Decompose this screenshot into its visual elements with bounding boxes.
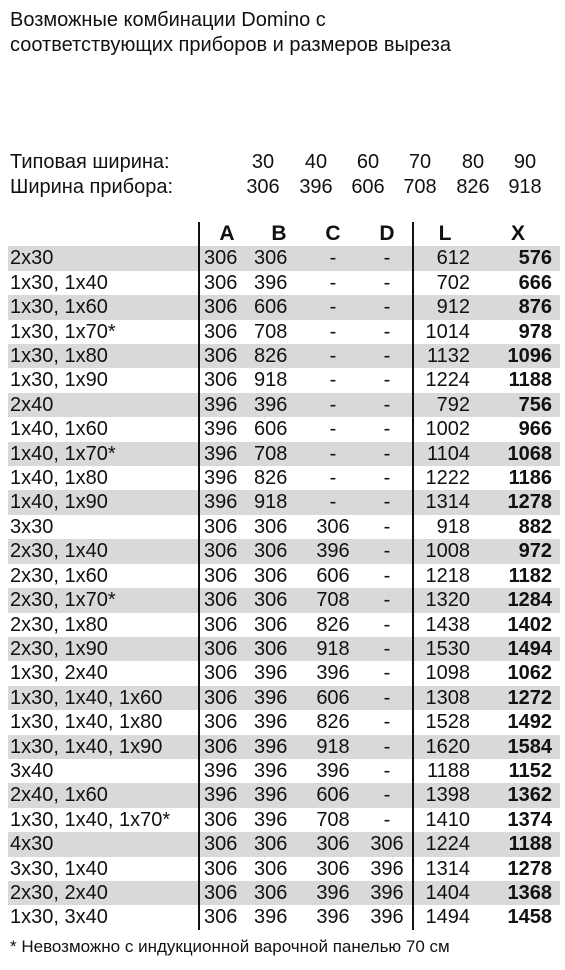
cell-l: 1314 bbox=[413, 857, 476, 881]
cell-b: 306 bbox=[254, 515, 288, 538]
cell-c: 826 bbox=[316, 613, 350, 636]
cell-c: 396 bbox=[304, 881, 362, 905]
cell-combination: 2x30, 1x90 bbox=[8, 637, 199, 661]
cell-x: 966 bbox=[518, 418, 552, 441]
cell-c: - bbox=[304, 490, 362, 514]
cell-combination: 1x30, 3x40 bbox=[10, 906, 108, 929]
cell-x: 666 bbox=[518, 271, 552, 294]
cell-x: 1284 bbox=[476, 588, 560, 612]
cell-l: 1438 bbox=[413, 613, 476, 637]
cell-l: 1008 bbox=[413, 539, 476, 563]
cell-l: 702 bbox=[413, 271, 476, 295]
cell-combination: 1x40, 1x70* bbox=[8, 442, 199, 466]
cell-a: 306 bbox=[199, 881, 254, 905]
cell-d: - bbox=[362, 393, 413, 417]
table-row bbox=[8, 613, 560, 637]
cell-d: - bbox=[383, 711, 391, 734]
cell-l: 1494 bbox=[413, 905, 476, 929]
cell-b: 396 bbox=[254, 783, 304, 807]
cell-d: - bbox=[383, 564, 391, 587]
cell-d: - bbox=[362, 442, 413, 466]
cell-l: 1620 bbox=[413, 735, 476, 759]
cell-c: 708 bbox=[316, 808, 350, 831]
cell-d: - bbox=[362, 344, 413, 368]
cell-b: 396 bbox=[254, 686, 304, 710]
cell-c: 918 bbox=[304, 637, 362, 661]
cell-a: 396 bbox=[199, 466, 254, 490]
cell-l: 1314 bbox=[413, 490, 476, 514]
cell-l: 918 bbox=[413, 515, 476, 539]
cell-combination: 1x30, 2x40 bbox=[10, 662, 108, 685]
cell-l: 612 bbox=[413, 246, 476, 270]
cell-l: 1404 bbox=[413, 881, 476, 905]
typical-width-value: 60 bbox=[356, 151, 380, 173]
cell-combination: 3x30 bbox=[10, 515, 54, 538]
cell-c: - bbox=[329, 369, 337, 392]
cell-d: - bbox=[362, 588, 413, 612]
cell-a: 396 bbox=[199, 442, 254, 466]
cell-c: 396 bbox=[316, 906, 350, 929]
cell-a: 306 bbox=[199, 295, 254, 319]
table-row bbox=[8, 393, 560, 417]
cell-a: 306 bbox=[199, 344, 254, 368]
cell-l: 1218 bbox=[413, 564, 476, 588]
cell-a: 306 bbox=[199, 710, 254, 734]
cell-combination: 1x30, 1x60 bbox=[8, 295, 199, 319]
cell-c: - bbox=[329, 320, 337, 343]
cell-l: 1188 bbox=[413, 759, 476, 783]
cell-x: 1278 bbox=[507, 857, 552, 880]
cell-a: 306 bbox=[199, 564, 254, 588]
cell-a: 306 bbox=[199, 686, 254, 710]
cell-d: - bbox=[362, 539, 413, 563]
title-line-1: Возможные комбинации Domino с bbox=[10, 9, 326, 31]
cell-d: - bbox=[362, 295, 413, 319]
table-row bbox=[8, 735, 560, 759]
cell-a: 396 bbox=[199, 417, 254, 441]
table-row bbox=[8, 881, 560, 905]
cell-combination: 2x30 bbox=[8, 246, 199, 270]
table-row bbox=[8, 832, 560, 856]
table-row bbox=[8, 905, 560, 929]
cell-c: - bbox=[329, 467, 337, 490]
cell-x: 1362 bbox=[476, 783, 560, 807]
table-row bbox=[8, 759, 560, 783]
cell-d: - bbox=[383, 369, 391, 392]
cell-x: 1186 bbox=[508, 467, 552, 490]
cell-x: 1584 bbox=[476, 735, 560, 759]
cell-x: 978 bbox=[518, 320, 552, 343]
cell-d: - bbox=[383, 662, 391, 685]
cell-a: 306 bbox=[199, 661, 254, 685]
cell-c: 306 bbox=[316, 515, 350, 538]
cell-d: - bbox=[383, 467, 391, 490]
cell-l: 1104 bbox=[413, 442, 476, 466]
cell-d: - bbox=[362, 735, 413, 759]
cell-l: 912 bbox=[413, 295, 476, 319]
cell-d: - bbox=[383, 515, 391, 538]
cell-l: 1222 bbox=[413, 466, 476, 490]
typical-width-row bbox=[10, 150, 555, 174]
cell-l: 1398 bbox=[413, 783, 476, 807]
cell-c: - bbox=[329, 271, 337, 294]
device-width-row bbox=[10, 175, 555, 199]
cell-c: - bbox=[304, 393, 362, 417]
cell-x: 1374 bbox=[507, 808, 552, 831]
cell-c: - bbox=[304, 344, 362, 368]
header-x: X bbox=[510, 222, 525, 245]
cell-b: 396 bbox=[254, 759, 288, 782]
cell-combination: 1x30, 1x90 bbox=[10, 369, 108, 392]
table-row bbox=[8, 564, 560, 588]
cell-l: 1528 bbox=[413, 710, 476, 734]
cell-combination: 1x30, 1x40, 1x80 bbox=[10, 711, 163, 734]
device-width-value: 826 bbox=[456, 176, 490, 198]
cell-c: - bbox=[304, 295, 362, 319]
table-row bbox=[8, 857, 560, 881]
cell-l: 1530 bbox=[413, 637, 476, 661]
cell-combination: 2x40 bbox=[8, 393, 199, 417]
cell-x: 1272 bbox=[476, 686, 560, 710]
cell-b: 306 bbox=[254, 246, 304, 270]
cell-a: 306 bbox=[199, 857, 254, 881]
cell-b: 396 bbox=[254, 906, 288, 929]
cell-l: 1410 bbox=[413, 808, 476, 832]
cell-b: 708 bbox=[254, 320, 288, 343]
cell-a: 396 bbox=[199, 759, 254, 783]
cell-b: 826 bbox=[254, 467, 288, 490]
cell-b: 606 bbox=[254, 295, 304, 319]
cell-d: - bbox=[362, 686, 413, 710]
cell-combination: 1x40, 1x90 bbox=[8, 490, 199, 514]
cell-d: - bbox=[383, 418, 391, 441]
cell-a: 396 bbox=[199, 393, 254, 417]
cell-d: 306 bbox=[362, 832, 413, 856]
cell-x: 1152 bbox=[508, 759, 552, 782]
cell-c: 708 bbox=[304, 588, 362, 612]
footnote: * Невозможно с индукционной варочной панелью 70 см bbox=[10, 937, 450, 956]
cell-d: - bbox=[362, 246, 413, 270]
header-a: A bbox=[199, 222, 254, 246]
cell-l: 792 bbox=[413, 393, 476, 417]
cell-combination: 1x30, 1x80 bbox=[8, 344, 199, 368]
cell-a: 306 bbox=[199, 735, 254, 759]
header-combination bbox=[8, 222, 199, 246]
device-width-value: 396 bbox=[299, 176, 333, 198]
cell-combination: 2x30, 1x40 bbox=[8, 539, 199, 563]
cell-d: - bbox=[362, 637, 413, 661]
table-row bbox=[8, 637, 560, 661]
cell-combination: 2x30, 1x70* bbox=[8, 588, 199, 612]
table-row bbox=[8, 368, 560, 392]
cell-x: 1068 bbox=[476, 442, 560, 466]
cell-b: 708 bbox=[254, 442, 304, 466]
table-row bbox=[8, 246, 560, 270]
cell-x: 1188 bbox=[476, 832, 560, 856]
table-row bbox=[8, 320, 560, 344]
cell-combination: 2x30, 1x60 bbox=[10, 564, 108, 587]
typical-width-label: Типовая ширина: bbox=[10, 151, 170, 173]
cell-b: 918 bbox=[254, 490, 304, 514]
cell-b: 306 bbox=[254, 588, 304, 612]
cell-combination: 3x40 bbox=[10, 759, 54, 782]
table-body bbox=[8, 246, 560, 929]
cell-b: 918 bbox=[254, 369, 288, 392]
cell-b: 396 bbox=[254, 735, 304, 759]
cell-d: - bbox=[362, 783, 413, 807]
cell-b: 396 bbox=[254, 271, 288, 294]
cell-l: 1098 bbox=[413, 661, 476, 685]
table-row bbox=[8, 344, 560, 368]
cell-c: 606 bbox=[316, 564, 350, 587]
cell-combination: 4x30 bbox=[8, 832, 199, 856]
device-width-value: 606 bbox=[351, 176, 385, 198]
header-d: D bbox=[379, 222, 395, 245]
cell-x: 1062 bbox=[507, 662, 552, 685]
title-line-2: соответствующих приборов и размеров выреза bbox=[10, 34, 451, 56]
cell-d: 396 bbox=[370, 857, 404, 880]
table-row bbox=[8, 710, 560, 734]
cell-combination: 2x40, 1x60 bbox=[8, 783, 199, 807]
cell-a: 306 bbox=[199, 271, 254, 295]
cell-combination: 2x30, 2x40 bbox=[8, 881, 199, 905]
cell-x: 1494 bbox=[476, 637, 560, 661]
cell-b: 606 bbox=[254, 418, 288, 441]
cell-b: 306 bbox=[254, 613, 288, 636]
cell-d: - bbox=[383, 613, 391, 636]
table-row bbox=[8, 808, 560, 832]
device-width-value: 918 bbox=[508, 176, 542, 198]
cell-x: 1182 bbox=[508, 564, 552, 587]
cell-d: 396 bbox=[370, 906, 404, 929]
cell-x: 576 bbox=[476, 246, 560, 270]
typical-width-value: 80 bbox=[461, 151, 485, 173]
cell-c: 306 bbox=[304, 832, 362, 856]
cell-b: 396 bbox=[254, 662, 288, 685]
cell-a: 306 bbox=[199, 832, 254, 856]
table-row bbox=[8, 490, 560, 514]
cell-b: 306 bbox=[254, 857, 288, 880]
cell-l: 1308 bbox=[413, 686, 476, 710]
table-row bbox=[8, 442, 560, 466]
cell-a: 306 bbox=[199, 515, 254, 539]
cell-combination: 1x30, 1x40, 1x70* bbox=[10, 808, 171, 831]
device-width-value: 306 bbox=[246, 176, 280, 198]
cell-c: 606 bbox=[304, 783, 362, 807]
cell-c: 396 bbox=[316, 662, 350, 685]
header-c: C bbox=[325, 222, 341, 245]
cell-b: 306 bbox=[254, 539, 304, 563]
cell-combination: 1x40, 1x60 bbox=[10, 418, 108, 441]
cell-b: 826 bbox=[254, 344, 304, 368]
device-width-label: Ширина прибора: bbox=[10, 176, 174, 198]
cell-b: 306 bbox=[254, 832, 304, 856]
table-row bbox=[8, 661, 560, 685]
cell-a: 396 bbox=[199, 490, 254, 514]
cell-x: 876 bbox=[476, 295, 560, 319]
cell-c: - bbox=[304, 442, 362, 466]
cell-d: - bbox=[362, 490, 413, 514]
cell-b: 306 bbox=[254, 881, 304, 905]
cell-a: 306 bbox=[199, 808, 254, 832]
cell-c: - bbox=[304, 246, 362, 270]
header-b: B bbox=[271, 222, 287, 245]
cell-a: 306 bbox=[199, 905, 254, 929]
combinations-table bbox=[8, 222, 560, 930]
cell-x: 1368 bbox=[476, 881, 560, 905]
cell-x: 1096 bbox=[476, 344, 560, 368]
typical-width-value: 30 bbox=[251, 151, 275, 173]
cell-d: - bbox=[383, 759, 391, 782]
cell-combination: 1x30, 1x40, 1x60 bbox=[8, 686, 199, 710]
cell-l: 1320 bbox=[413, 588, 476, 612]
cell-a: 306 bbox=[199, 246, 254, 270]
cell-x: 1458 bbox=[507, 906, 552, 929]
cell-d: - bbox=[383, 320, 391, 343]
typical-width-value: 40 bbox=[304, 151, 328, 173]
cell-a: 306 bbox=[199, 588, 254, 612]
cell-c: - bbox=[329, 418, 337, 441]
table-row bbox=[8, 686, 560, 710]
cell-x: 882 bbox=[518, 515, 552, 538]
table-row bbox=[8, 295, 560, 319]
cell-l: 1224 bbox=[413, 368, 476, 392]
cell-x: 1492 bbox=[507, 711, 552, 734]
cell-l: 1002 bbox=[413, 417, 476, 441]
cell-c: 396 bbox=[316, 759, 350, 782]
typical-width-value: 90 bbox=[513, 151, 537, 173]
cell-a: 306 bbox=[199, 539, 254, 563]
cell-a: 306 bbox=[199, 368, 254, 392]
cell-x: 756 bbox=[476, 393, 560, 417]
page-title bbox=[10, 8, 451, 58]
cell-l: 1132 bbox=[413, 344, 476, 368]
table-row bbox=[8, 515, 560, 539]
cell-combination: 1x30, 1x70* bbox=[10, 320, 116, 343]
cell-c: 396 bbox=[304, 539, 362, 563]
table-row bbox=[8, 783, 560, 807]
table-header-row bbox=[8, 222, 560, 246]
cell-d: - bbox=[383, 808, 391, 831]
cell-b: 396 bbox=[254, 808, 288, 831]
cell-combination: 3x30, 1x40 bbox=[10, 857, 108, 880]
table-row bbox=[8, 539, 560, 563]
table-row bbox=[8, 466, 560, 490]
cell-l: 1224 bbox=[413, 832, 476, 856]
cell-c: 918 bbox=[304, 735, 362, 759]
cell-b: 306 bbox=[254, 637, 304, 661]
cell-combination: 1x30, 1x40, 1x90 bbox=[8, 735, 199, 759]
cell-l: 1014 bbox=[413, 320, 476, 344]
header-l: L bbox=[413, 222, 476, 246]
table-row bbox=[8, 271, 560, 295]
cell-x: 1188 bbox=[508, 369, 552, 392]
cell-b: 396 bbox=[254, 711, 288, 734]
table-row bbox=[8, 417, 560, 441]
cell-a: 306 bbox=[199, 637, 254, 661]
cell-x: 1278 bbox=[476, 490, 560, 514]
cell-a: 306 bbox=[199, 320, 254, 344]
cell-a: 396 bbox=[199, 783, 254, 807]
cell-b: 396 bbox=[254, 393, 304, 417]
cell-x: 1402 bbox=[507, 613, 552, 636]
cell-d: - bbox=[383, 271, 391, 294]
cell-combination: 1x40, 1x80 bbox=[10, 467, 108, 490]
typical-width-value: 70 bbox=[408, 151, 432, 173]
device-width-value: 708 bbox=[403, 176, 437, 198]
cell-c: 306 bbox=[316, 857, 350, 880]
cell-combination: 2x30, 1x80 bbox=[10, 613, 108, 636]
cell-combination: 1x30, 1x40 bbox=[10, 271, 108, 294]
cell-x: 972 bbox=[476, 539, 560, 563]
cell-a: 306 bbox=[199, 613, 254, 637]
cell-c: 826 bbox=[316, 711, 350, 734]
cell-c: 606 bbox=[304, 686, 362, 710]
cell-b: 306 bbox=[254, 564, 288, 587]
cell-d: 396 bbox=[362, 881, 413, 905]
table-row bbox=[8, 588, 560, 612]
